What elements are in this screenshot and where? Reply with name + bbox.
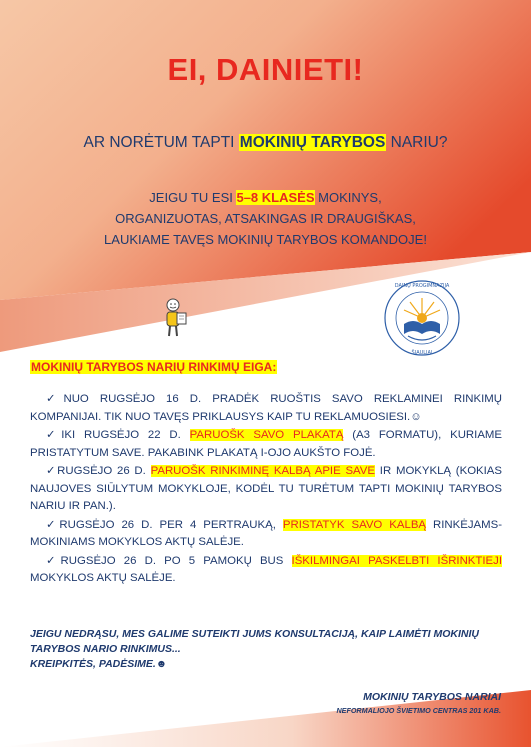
step-4-highlight: PRISTATYK SAVO KALBĄ [282, 518, 427, 531]
step-2-pre: IKI RUGSĖJO 22 D. [61, 429, 190, 441]
step-3 [30, 462, 502, 516]
step-5-pre: RUGSĖJO 26 D. PO 5 PAMOKŲ BUS [60, 554, 292, 567]
intro-line-1-post: MOKINYS, [314, 190, 382, 205]
step-4 [30, 516, 502, 552]
check-icon: ✓ [46, 552, 61, 567]
intro-line-2: ORGANIZUOTAS, ATSAKINGAS IR DRAUGIŠKAS, [115, 211, 416, 226]
step-3-post: IR MOKYKLĄ (KOKIAS NAUJOVES SIŪLYTUM MOKYKLOJE, KODĖL TU TURĖTUM TAPTI MOKINIŲ TARYBOS NARIU IR PAN.). [30, 465, 503, 512]
signature-block [336, 691, 501, 715]
page-title: EI, DAINIETI! [167, 52, 364, 87]
signature-location: NEFORMALIOJO ŠVIETIMO CENTRAS 201 KAB. [336, 706, 501, 715]
step-4-post: RINKĖJAMS-MOKINIAMS MOKYKLOS AKTŲ SALĖJE. [30, 518, 503, 548]
consultation-note-line-1: JEIGU NEDRĄSU, MES GALIME SUTEIKTI JUMS KONSULTACIJĄ, KAIP LAIMĖTI MOKINIŲ TARYBOS NARIO RINKIMUS... [30, 628, 479, 655]
step-3-highlight: PARUOŠK RINKIMINĘ KALBĄ APIE SAVE [150, 465, 376, 477]
step-2-post: (A3 FORMATU), KURIAME PRISTATYTUM SAVE. PAKABINK PLAKATĄ I-OJO AUKŠTO FOJĖ. [30, 429, 503, 459]
step-5 [30, 552, 502, 588]
step-3-pre: RUGSĖJO 26 D. [57, 465, 151, 477]
subtitle [0, 134, 531, 152]
person-holding-paper-icon [160, 298, 190, 338]
intro-text [0, 187, 531, 250]
intro-line-3: LAUKIAME TAVĘS MOKINIŲ TARYBOS KOMANDOJE! [104, 232, 427, 247]
check-icon: ✓ [46, 463, 58, 477]
svg-text:DAINŲ PROGIMNAZIJA: DAINŲ PROGIMNAZIJA [394, 283, 450, 289]
subtitle-highlight: MOKINIŲ TARYBOS [239, 134, 386, 151]
steps-list [30, 390, 502, 588]
step-5-highlight: IŠKILMINGAI PASKELBTI IŠRINKTIEJI [291, 554, 502, 567]
step-1 [30, 390, 502, 426]
step-4-pre: RUGSĖJO 26 D. PER 4 PERTRAUKĄ, [59, 518, 283, 531]
consultation-note-line-2: KREIPKITĖS, PADĖSIME.☻ [30, 658, 167, 670]
step-5-post: MOKYKLOS AKTŲ SALĖJE. [30, 572, 176, 584]
signature-title: MOKINIŲ TARYBOS NARIAI [363, 691, 501, 703]
steps-heading: MOKINIŲ TARYBOS NARIŲ RINKIMŲ EIGA: [31, 360, 277, 374]
step-2 [30, 426, 502, 462]
check-icon: ✓ [46, 391, 64, 405]
step-2-highlight: PARUOŠK SAVO PLAKATĄ [189, 429, 344, 441]
check-icon: ✓ [46, 516, 60, 531]
subtitle-post: NARIU? [386, 134, 448, 151]
svg-text:ŠIAULIAI: ŠIAULIAI [411, 350, 433, 356]
grade-highlight: 5–8 KLASĖS [236, 190, 315, 205]
subtitle-pre: AR NORĖTUM TAPTI [83, 134, 239, 151]
intro-line-1-pre: JEIGU TU ESI [149, 190, 237, 205]
step-1-text: NUO RUGSĖJO 16 D. PRADĖK RUOŠTIS SAVO REKLAMINEI RINKIMŲ KOMPANIJAI. TIK NUO TAVĘS PRIKLAUSYS KAIP TU REKLAMUOSIESI.☺ [30, 393, 503, 423]
consultation-note [30, 627, 500, 672]
intro-line-1 [0, 187, 531, 208]
check-icon: ✓ [46, 427, 62, 441]
school-logo-book-sun-icon [382, 278, 462, 358]
